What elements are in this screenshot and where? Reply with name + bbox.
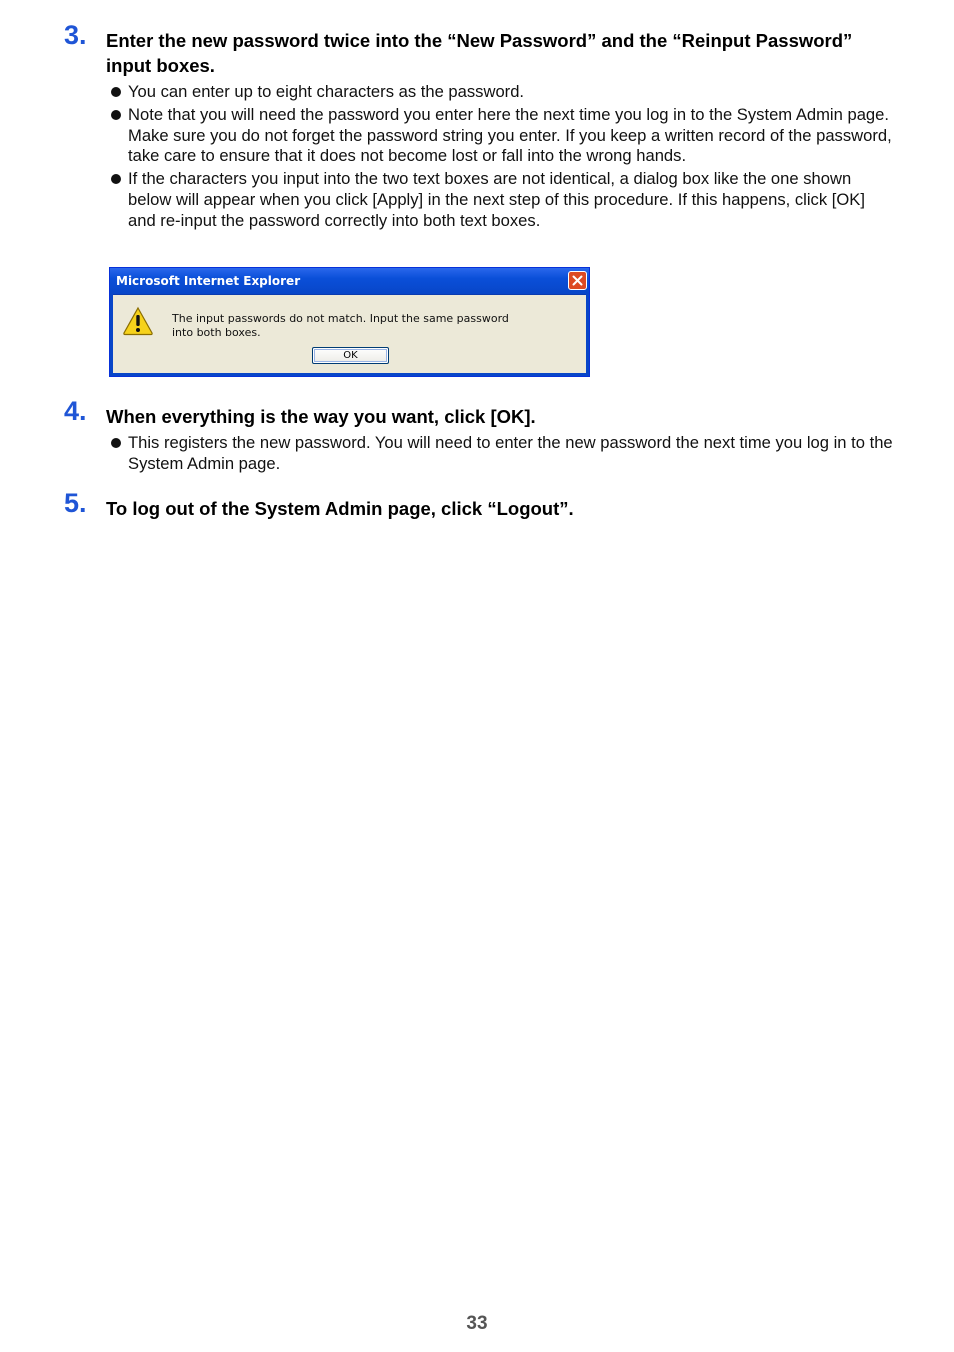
dialog-frame-bottom: [110, 373, 589, 376]
dialog-message-line1: The input passwords do not match. Input the same password: [172, 312, 509, 325]
step-title: Enter the new password twice into the “New Password” and the “Reinput Password” input boxes.: [106, 30, 853, 76]
list-item: If the characters you input into the two text boxes are not identical, a dialog box like the one shown below will appear when you click [Apply] in the next step of this procedure. If this happens, click [OK] and re-input the password correctly into both text boxes.: [109, 169, 894, 231]
step-4: [64, 396, 894, 477]
step-number: 3.: [64, 20, 87, 50]
list-item: This registers the new password. You will need to enter the new password the next time you log in to the System Admin page.: [109, 433, 894, 474]
dialog-titlebar: [110, 268, 589, 295]
close-icon[interactable]: [568, 271, 587, 290]
page-number: 33: [466, 1313, 488, 1334]
bullet-list: [109, 82, 894, 231]
list-item: Note that you will need the password you enter here the next time you log in to the System Admin page. Make sure you do not forget the password string you enter. If you keep a written record of the password, take care to ensure that it does not become lost or fall into the wrong hands.: [109, 105, 894, 167]
dialog-frame-right: [586, 294, 589, 376]
list-item: You can enter up to eight characters as the password.: [109, 82, 894, 103]
ok-button[interactable]: OK: [312, 347, 389, 364]
dialog-message-line2: into both boxes.: [172, 326, 261, 339]
warning-icon: [122, 306, 154, 341]
dialog-message: [172, 312, 552, 340]
step-number: 4.: [64, 396, 87, 426]
dialog-title: Microsoft Internet Explorer: [116, 274, 301, 288]
dialog-frame-left: [110, 294, 113, 376]
error-dialog: [109, 267, 590, 377]
bullet-list: [109, 433, 894, 474]
step-title: When everything is the way you want, click [OK].: [106, 406, 536, 427]
step-number: 5.: [64, 488, 87, 518]
step-3: [64, 20, 894, 234]
step-5: [64, 488, 894, 521]
step-title: To log out of the System Admin page, click “Logout”.: [106, 498, 574, 519]
